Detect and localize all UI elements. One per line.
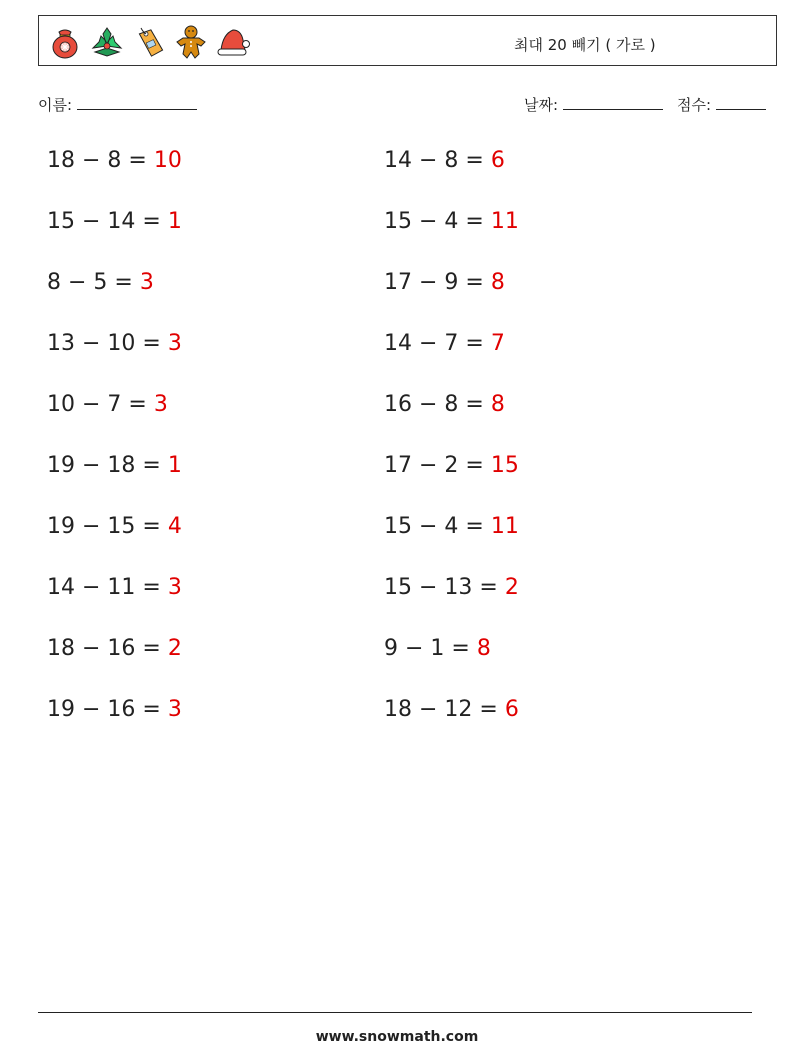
worksheet-title: 최대 20 빼기 ( 가로 ) xyxy=(514,36,656,54)
problem-question: 14 − 11 = xyxy=(47,575,168,600)
problem-item xyxy=(384,331,505,356)
problem-answer: 15 xyxy=(490,453,519,478)
problem-answer: 8 xyxy=(490,392,505,417)
problem-question: 16 − 8 = xyxy=(384,392,491,417)
name-blank[interactable] xyxy=(77,95,197,110)
problem-item xyxy=(47,575,182,600)
problem-question: 19 − 16 = xyxy=(47,697,168,722)
worksheet-header xyxy=(38,15,777,66)
problem-answer: 11 xyxy=(490,209,519,234)
footer-url: www.snowmath.com xyxy=(315,1029,479,1045)
problem-item xyxy=(384,575,519,600)
problem-question: 15 − 4 = xyxy=(384,209,491,234)
problem-question: 15 − 4 = xyxy=(384,514,491,539)
score-field xyxy=(677,94,766,115)
problem-answer: 1 xyxy=(167,453,182,478)
holly-icon xyxy=(89,24,125,60)
problem-answer: 3 xyxy=(139,270,154,295)
problem-question: 13 − 10 = xyxy=(47,331,168,356)
score-blank[interactable] xyxy=(716,95,766,110)
problem-answer: 3 xyxy=(167,697,182,722)
name-field xyxy=(38,94,197,115)
problem-answer: 2 xyxy=(504,575,519,600)
footer-divider xyxy=(38,1012,752,1013)
problem-question: 10 − 7 = xyxy=(47,392,154,417)
name-label: 이름: xyxy=(38,96,73,114)
problem-item xyxy=(384,514,519,539)
problem-item xyxy=(384,209,519,234)
problem-answer: 2 xyxy=(167,636,182,661)
problem-item xyxy=(47,697,182,722)
problem-answer: 3 xyxy=(153,392,168,417)
problem-item xyxy=(384,392,505,417)
problem-answer: 4 xyxy=(167,514,182,539)
problem-answer: 8 xyxy=(490,270,505,295)
problem-answer: 7 xyxy=(490,331,505,356)
problem-question: 18 − 12 = xyxy=(384,697,505,722)
problem-question: 17 − 9 = xyxy=(384,270,491,295)
problem-question: 19 − 18 = xyxy=(47,453,168,478)
problem-item xyxy=(47,453,182,478)
problem-item xyxy=(47,148,182,173)
problem-question: 15 − 14 = xyxy=(47,209,168,234)
problem-item xyxy=(384,148,505,173)
problem-item xyxy=(47,392,168,417)
date-label: 날짜: xyxy=(524,96,559,114)
problem-answer: 3 xyxy=(167,575,182,600)
date-blank[interactable] xyxy=(563,95,663,110)
problem-answer: 1 xyxy=(167,209,182,234)
problem-item xyxy=(47,270,154,295)
problem-item xyxy=(384,697,519,722)
problem-answer: 10 xyxy=(153,148,182,173)
problem-question: 18 − 16 = xyxy=(47,636,168,661)
gift-bag-icon xyxy=(47,24,83,60)
problem-item xyxy=(47,331,182,356)
problem-answer: 6 xyxy=(504,697,519,722)
problem-question: 14 − 7 = xyxy=(384,331,491,356)
problem-question: 18 − 8 = xyxy=(47,148,154,173)
date-field xyxy=(524,94,663,115)
santa-hat-icon xyxy=(215,24,251,60)
problem-item xyxy=(384,453,519,478)
problem-item xyxy=(384,636,491,661)
problem-answer: 11 xyxy=(490,514,519,539)
problem-question: 14 − 8 = xyxy=(384,148,491,173)
header-icons xyxy=(47,24,251,60)
problem-item xyxy=(47,514,182,539)
problem-answer: 3 xyxy=(167,331,182,356)
problem-answer: 8 xyxy=(476,636,491,661)
problem-question: 8 − 5 = xyxy=(47,270,140,295)
problem-item xyxy=(384,270,505,295)
gingerbread-man-icon xyxy=(173,24,209,60)
problem-question: 17 − 2 = xyxy=(384,453,491,478)
problem-answer: 6 xyxy=(490,148,505,173)
problem-item xyxy=(47,636,182,661)
problem-question: 15 − 13 = xyxy=(384,575,505,600)
problem-question: 9 − 1 = xyxy=(384,636,477,661)
gift-tag-icon xyxy=(131,24,167,60)
problem-question: 19 − 15 = xyxy=(47,514,168,539)
problem-item xyxy=(47,209,182,234)
score-label: 점수: xyxy=(677,96,712,114)
